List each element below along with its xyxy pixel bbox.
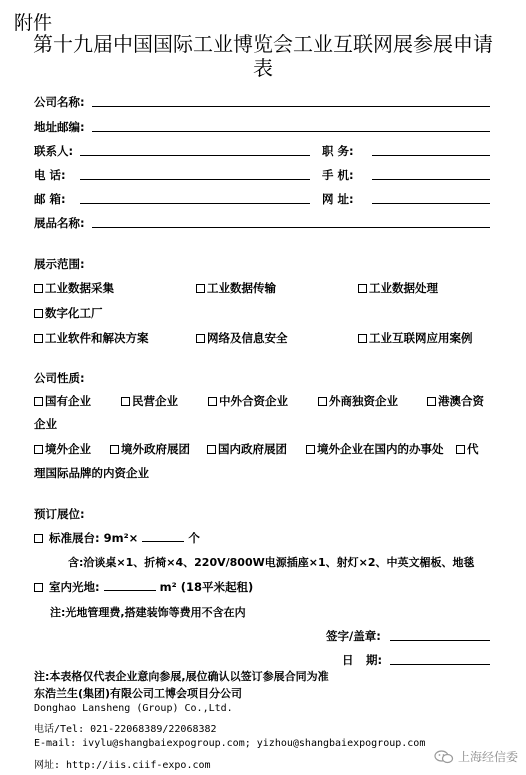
nature-option-agent-cont: 理国际品牌的内资企业	[34, 466, 149, 480]
scope-option-digital-factory[interactable]: 数字化工厂	[34, 305, 103, 321]
standard-booth-includes: 含:洽谈桌×1、折椅×4、220V/800W电源插座×1、射灯×2、中英文楣板、地毯	[68, 556, 475, 569]
address-field[interactable]	[92, 131, 490, 132]
position-field[interactable]	[372, 155, 490, 156]
contact-label: 联系人:	[34, 144, 74, 158]
phone-field[interactable]	[80, 179, 310, 180]
checkbox[interactable]	[34, 284, 43, 293]
footer-note: 注:本表格仅代表企业意向参展,展位确认以签订参展合同为准	[34, 670, 329, 683]
standard-booth-row[interactable]	[34, 530, 200, 546]
scope-option-data-transmission[interactable]: 工业数据传输	[196, 280, 276, 296]
website-label: 网 址:	[322, 192, 354, 206]
checkbox[interactable]	[456, 445, 465, 454]
signature-field[interactable]	[390, 640, 490, 641]
checkbox[interactable]	[34, 397, 43, 406]
checkbox[interactable]	[208, 397, 217, 406]
nature-option-private[interactable]: 民营企业	[121, 393, 178, 409]
standard-booth-unit: 9m²×	[103, 531, 139, 545]
website-field[interactable]	[372, 203, 490, 204]
phone-label: 电 话:	[34, 168, 66, 182]
contact-website: 网址: http://iis.ciif-expo.com	[34, 760, 211, 771]
scope-option-network-security[interactable]: 网络及信息安全	[196, 330, 288, 346]
scope-option-data-processing[interactable]: 工业数据处理	[358, 280, 438, 296]
position-label: 职 务:	[322, 144, 354, 158]
scope-heading: 展示范围:	[34, 257, 85, 271]
company-field[interactable]	[92, 106, 490, 107]
date-field[interactable]	[390, 664, 490, 665]
contact-field[interactable]	[80, 155, 310, 156]
raw-space-area-field[interactable]	[104, 580, 156, 591]
company-label: 公司名称:	[34, 95, 85, 109]
date-label-suffix: 期:	[366, 653, 383, 667]
checkbox[interactable]	[358, 284, 367, 293]
nature-option-hk-macao-jv[interactable]: 港澳合资	[427, 393, 484, 409]
checkbox[interactable]	[427, 397, 436, 406]
mobile-field[interactable]	[372, 179, 490, 180]
standard-booth-count-field[interactable]	[142, 531, 184, 542]
checkbox[interactable]	[34, 583, 43, 592]
scope-option-iiot-cases[interactable]: 工业互联网应用案例	[358, 330, 473, 346]
attachment-label: 附件	[14, 12, 53, 34]
scope-option-data-collection[interactable]: 工业数据采集	[34, 280, 114, 296]
nature-option-overseas-gov[interactable]: 境外政府展团	[110, 441, 190, 457]
raw-space-unit: m²	[159, 580, 177, 594]
contact-tel: 电话/Tel: 021-22068389/22068382	[34, 724, 217, 735]
nature-heading: 公司性质:	[34, 371, 85, 385]
raw-space-min: (18平米起租)	[180, 580, 254, 594]
form-title-line1: 第十九届中国国际工业博览会工业互联网展参展申请	[33, 32, 493, 56]
checkbox[interactable]	[34, 309, 43, 318]
date-label: 日	[342, 653, 354, 667]
checkbox[interactable]	[121, 397, 130, 406]
raw-space-label: 室内光地:	[49, 580, 100, 594]
address-label: 地址邮编:	[34, 120, 85, 134]
raw-space-row[interactable]	[34, 579, 253, 595]
watermark	[434, 748, 518, 765]
product-field[interactable]	[92, 227, 490, 228]
checkbox[interactable]	[110, 445, 119, 454]
standard-booth-count-suffix: 个	[188, 531, 200, 545]
nature-option-continued: 企业	[34, 417, 57, 431]
nature-option-domestic-gov[interactable]: 国内政府展团	[207, 441, 287, 457]
contact-email: E-mail: ivylu@shangbaiexpogroup.com; yizhou@shangbaiexpogroup.com	[34, 738, 426, 749]
checkbox[interactable]	[318, 397, 327, 406]
standard-booth-label: 标准展台:	[49, 531, 100, 545]
checkbox[interactable]	[306, 445, 315, 454]
nature-option-joint-venture[interactable]: 中外合资企业	[208, 393, 288, 409]
nature-option-overseas-enterprise[interactable]: 境外企业	[34, 441, 91, 457]
email-field[interactable]	[80, 203, 310, 204]
form-title-line2: 表	[253, 56, 273, 80]
nature-option-agent[interactable]: 代	[456, 441, 479, 457]
checkbox[interactable]	[196, 284, 205, 293]
nature-option-overseas-office[interactable]: 境外企业在国内的办事处	[306, 441, 444, 457]
checkbox[interactable]	[196, 334, 205, 343]
checkbox[interactable]	[34, 334, 43, 343]
organizer-cn: 东浩兰生(集团)有限公司工博会项目分公司	[34, 687, 243, 700]
watermark-text: 上海经信委	[457, 750, 518, 764]
raw-space-note: 注:光地管理费,搭建装饰等费用不含在内	[50, 606, 246, 619]
nature-option-state-owned[interactable]: 国有企业	[34, 393, 91, 409]
checkbox[interactable]	[207, 445, 216, 454]
checkbox[interactable]	[34, 534, 43, 543]
product-label: 展品名称:	[34, 216, 85, 230]
organizer-en: Donghao Lansheng (Group) Co.,Ltd.	[34, 703, 233, 714]
mobile-label: 手 机:	[322, 168, 354, 182]
scope-option-software-solutions[interactable]: 工业软件和解决方案	[34, 330, 149, 346]
nature-option-foreign-owned[interactable]: 外商独资企业	[318, 393, 398, 409]
signature-label: 签字/盖章:	[326, 629, 381, 643]
wechat-icon	[434, 750, 454, 764]
checkbox[interactable]	[34, 445, 43, 454]
checkbox[interactable]	[358, 334, 367, 343]
booking-heading: 预订展位:	[34, 507, 85, 521]
email-label: 邮 箱:	[34, 192, 66, 206]
